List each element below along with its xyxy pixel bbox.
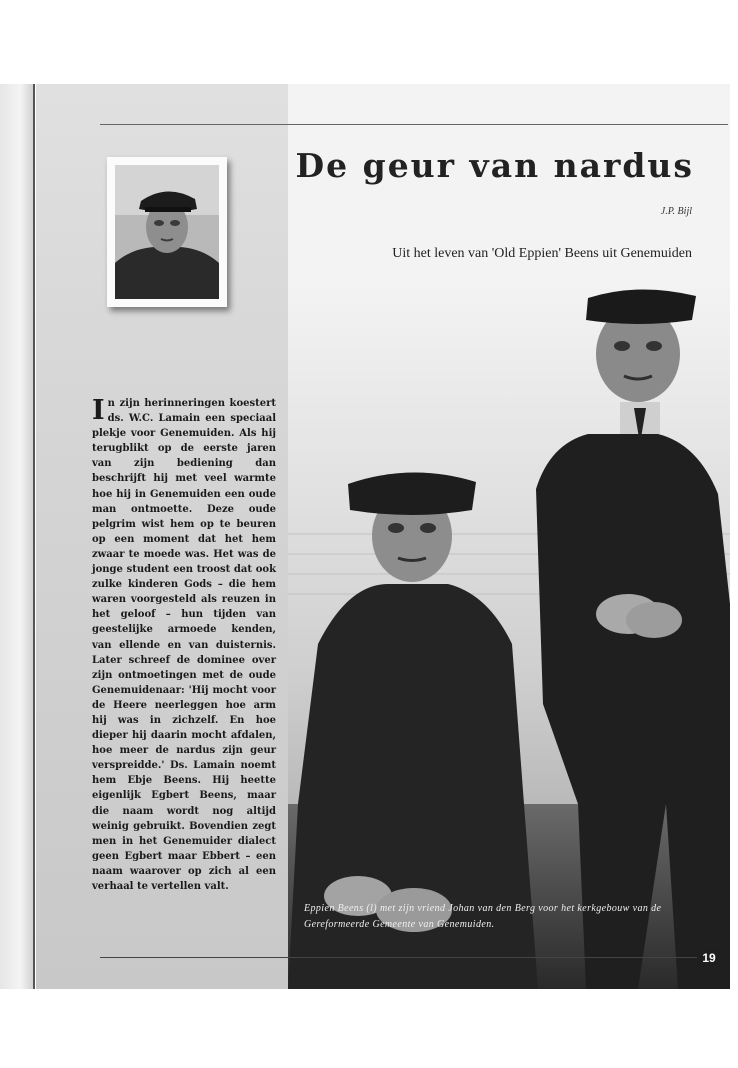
gutter-line [33, 84, 35, 989]
magazine-page [36, 84, 730, 989]
article-body-text: n zijn herinneringen koestert ds. W.C. Lamain een speciaal plekje voor Genemuiden. Als hij terugblikt op de eerste jaren van zijn bediening dan beschrijft hij met veel warmte hoe hij in Genemuiden een oude man ontmoette. Deze oude pelgrim wist hem op te beuren op een moment dat het hem zwaar te moede was. Het was de jonge student een troost dat ook zulke kinderen Gods – die hem waren voorgesteld als reuzen in het geloof – hun tijden van geestelijke armoede kenden, van ellende en van duisternis. Later schreef de dominee over zijn ontmoetingen met de oude Genemuidenaar: 'Hij mocht voor de Heere neerleggen hoe arm hij was in zichzelf. En hoe dieper hij daarin mocht afdalen, hoe meer de nardus zijn geur verspreidde.' Ds. Lamain noemt hem Ebje Beens. Hij heette eigenlijk Egbert Beens, maar die naam wordt nog altijd weinig gebruikt. Bovendien zegt men in het Genemuider dialect geen Egbert maar Ebbert – een naam waarover op zich al een verhaal te vertellen valt. [92, 398, 276, 892]
article-body [92, 396, 276, 894]
article-subtitle: Uit het leven van 'Old Eppien' Beens uit Genemuiden [392, 246, 692, 261]
main-photo [288, 284, 730, 989]
two-men-photo-illustration [288, 284, 730, 989]
drop-cap: I [92, 395, 105, 426]
article-title: De geur van nardus [295, 146, 694, 185]
portrait-illustration [115, 165, 219, 299]
photo-caption: Eppien Beens (l) met zijn vriend Johan van den Berg voor het kerkgebouw van de Gereformeerde Gemeente van Genemuiden. [304, 903, 662, 930]
bottom-rule [100, 957, 700, 958]
article-author: J.P. Bijl [660, 206, 692, 217]
left-page-edge [0, 84, 34, 989]
portrait-photo-frame [107, 157, 227, 307]
top-rule [100, 124, 728, 125]
page-number: 19 [697, 950, 721, 967]
portrait-photo [115, 165, 219, 299]
